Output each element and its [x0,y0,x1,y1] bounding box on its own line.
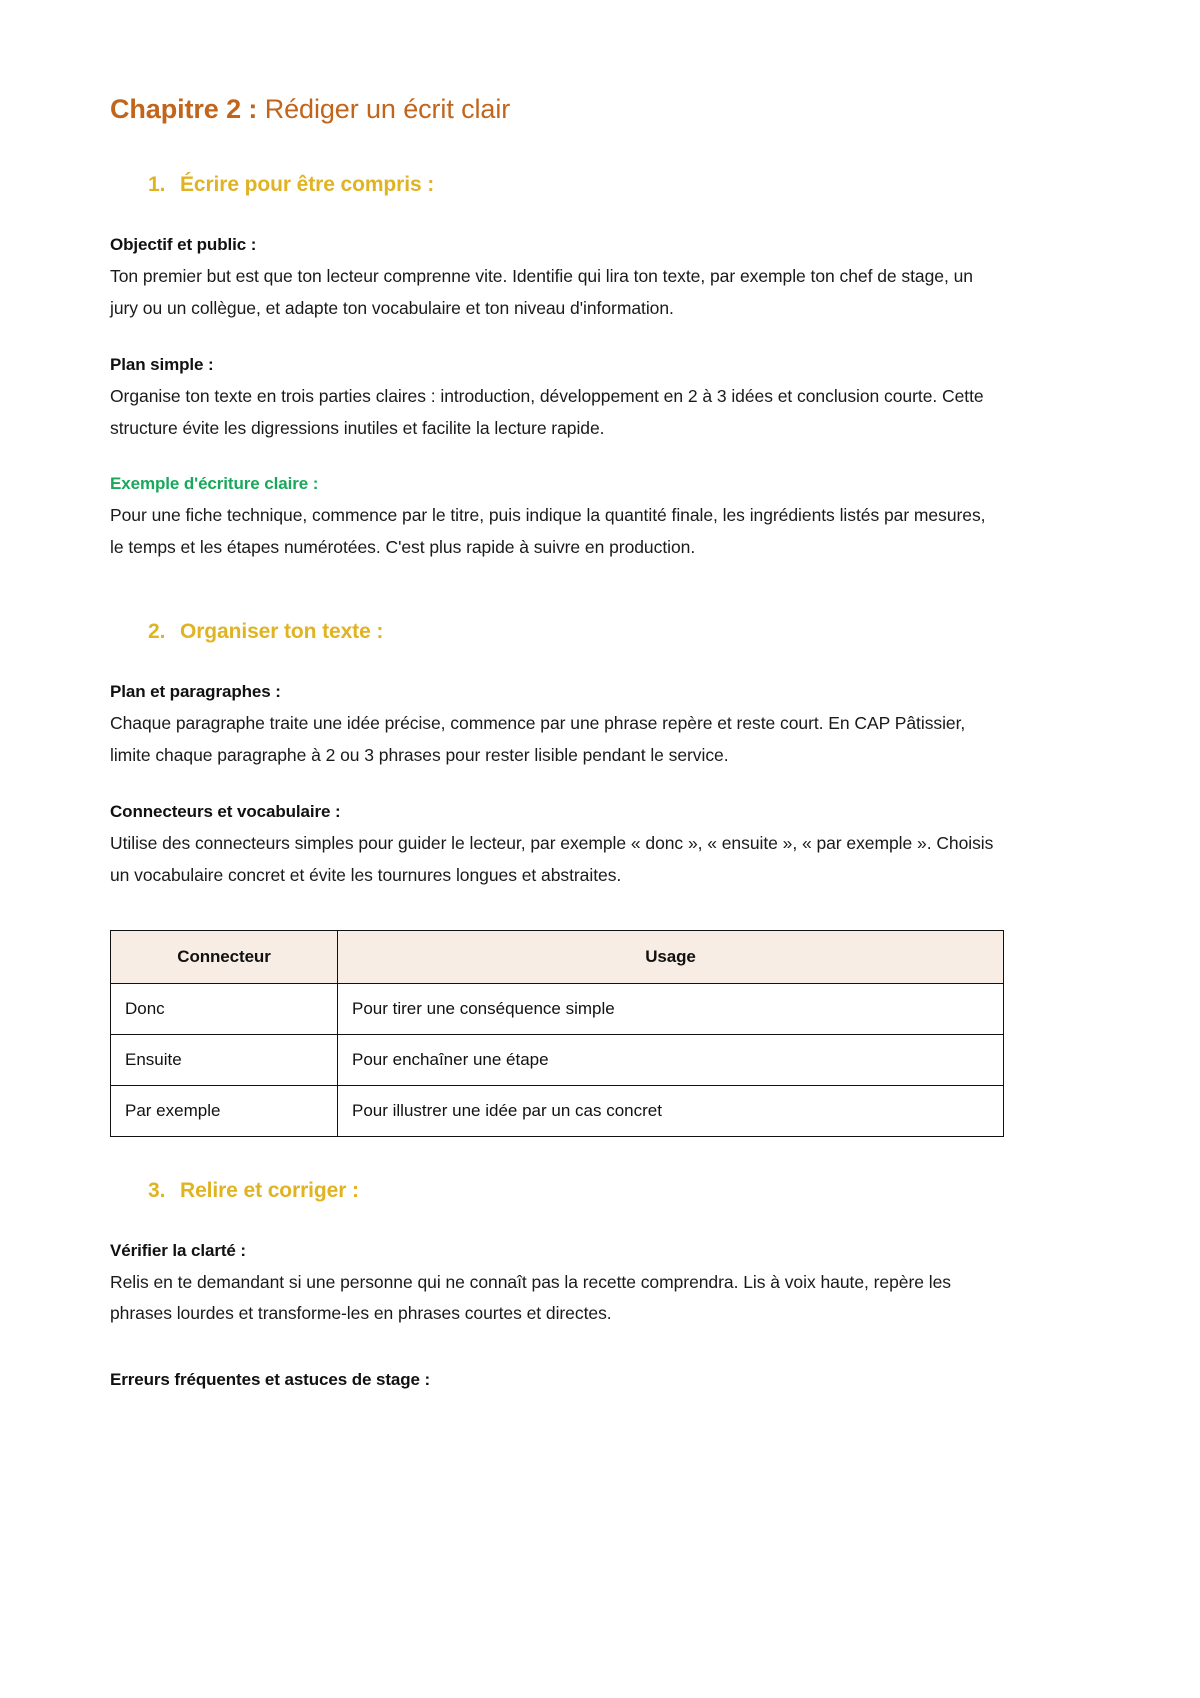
sub-heading-plan-paragraphes: Plan et paragraphes : [110,682,281,702]
section-label-2: Organiser ton texte : [180,620,384,644]
section-number-2: 2. [148,620,166,644]
page-title [110,92,1000,127]
content-block-objectif [110,235,1000,325]
table-header-connecteur: Connecteur [111,930,338,983]
table-cell-usage: Pour illustrer une idée par un cas concret [338,1085,1004,1136]
content-block-exemple [110,474,1000,564]
paragraph-verifier-clarte: Relis en te demandant si une personne qui ne connaît pas la recette comprendra. Lis à voix haute, repère les phrases lourdes et transforme-les en phrases courtes et directes. [110,1271,951,1324]
table-cell-usage: Pour enchaîner une étape [338,1034,1004,1085]
content-block-connecteurs [110,802,1000,892]
section-number-3: 3. [148,1178,166,1202]
table-row [111,1034,1004,1085]
page-title-chapter: Chapitre 2 : [110,94,258,124]
content-block-plan-paragraphes [110,682,1000,772]
table-cell-connecteur: Donc [111,983,338,1034]
spacer [110,1360,1000,1370]
content-block-plan-simple [110,355,1000,445]
table-row [111,983,1004,1034]
section-label-1: Écrire pour être compris : [180,173,435,197]
sub-heading-verifier-clarte: Vérifier la clarté : [110,1240,246,1260]
section-number-1: 1. [148,173,166,197]
table-cell-connecteur: Ensuite [111,1034,338,1085]
sub-heading-connecteurs: Connecteurs et vocabulaire : [110,801,341,821]
section-heading-3 [110,1179,1000,1203]
section-heading-1 [110,173,1000,197]
content-block-verifier-clarte [110,1241,1000,1331]
section-heading-2 [110,620,1000,644]
paragraph-objectif: Ton premier but est que ton lecteur comprenne vite. Identifie qui lira ton texte, par exemple ton chef de stage, un jury ou un collègue, et adapte ton vocabulaire et ton niveau d'information. [110,266,973,318]
table-cell-connecteur: Par exemple [111,1085,338,1136]
table-header-usage: Usage [338,930,1004,983]
content-block-erreurs-frequentes [110,1370,1000,1390]
page-title-subject: Rédiger un écrit clair [257,94,511,124]
connector-usage-table [110,930,1004,1137]
paragraph-plan-simple: Organise ton texte en trois parties claires : introduction, développement en 2 à 3 idées et conclusion courte. Cette structure évite les digressions inutiles et facilite la lecture rapide. [110,385,984,438]
paragraph-connecteurs: Utilise des connecteurs simples pour guider le lecteur, par exemple « donc », « ensuite », « par exemple ». Choisis un vocabulaire concret et évite les tournures longues et abstraites. [110,832,994,885]
sub-heading-objectif: Objectif et public : [110,235,257,255]
table-header-row [111,930,1004,983]
table-row [111,1085,1004,1136]
section-label-3: Relire et corriger : [180,1178,359,1202]
sub-heading-plan-simple: Plan simple : [110,354,214,374]
sub-heading-erreurs-frequentes: Erreurs fréquentes et astuces de stage : [110,1370,431,1390]
paragraph-exemple: Pour une fiche technique, commence par le titre, puis indique la quantité finale, les ingrédients listés par mesures, le temps et les étapes numérotées. C'est plus rapide à suivre en production. [110,505,986,558]
sub-heading-exemple: Exemple d'écriture claire : [110,474,319,494]
table-cell-usage: Pour tirer une conséquence simple [338,983,1004,1034]
paragraph-plan-paragraphes: Chaque paragraphe traite une idée précise, commence par une phrase repère et reste court. En CAP Pâtissier, limite chaque paragraphe à 2 ou 3 phrases pour rester lisible pendant le service. [110,713,966,765]
